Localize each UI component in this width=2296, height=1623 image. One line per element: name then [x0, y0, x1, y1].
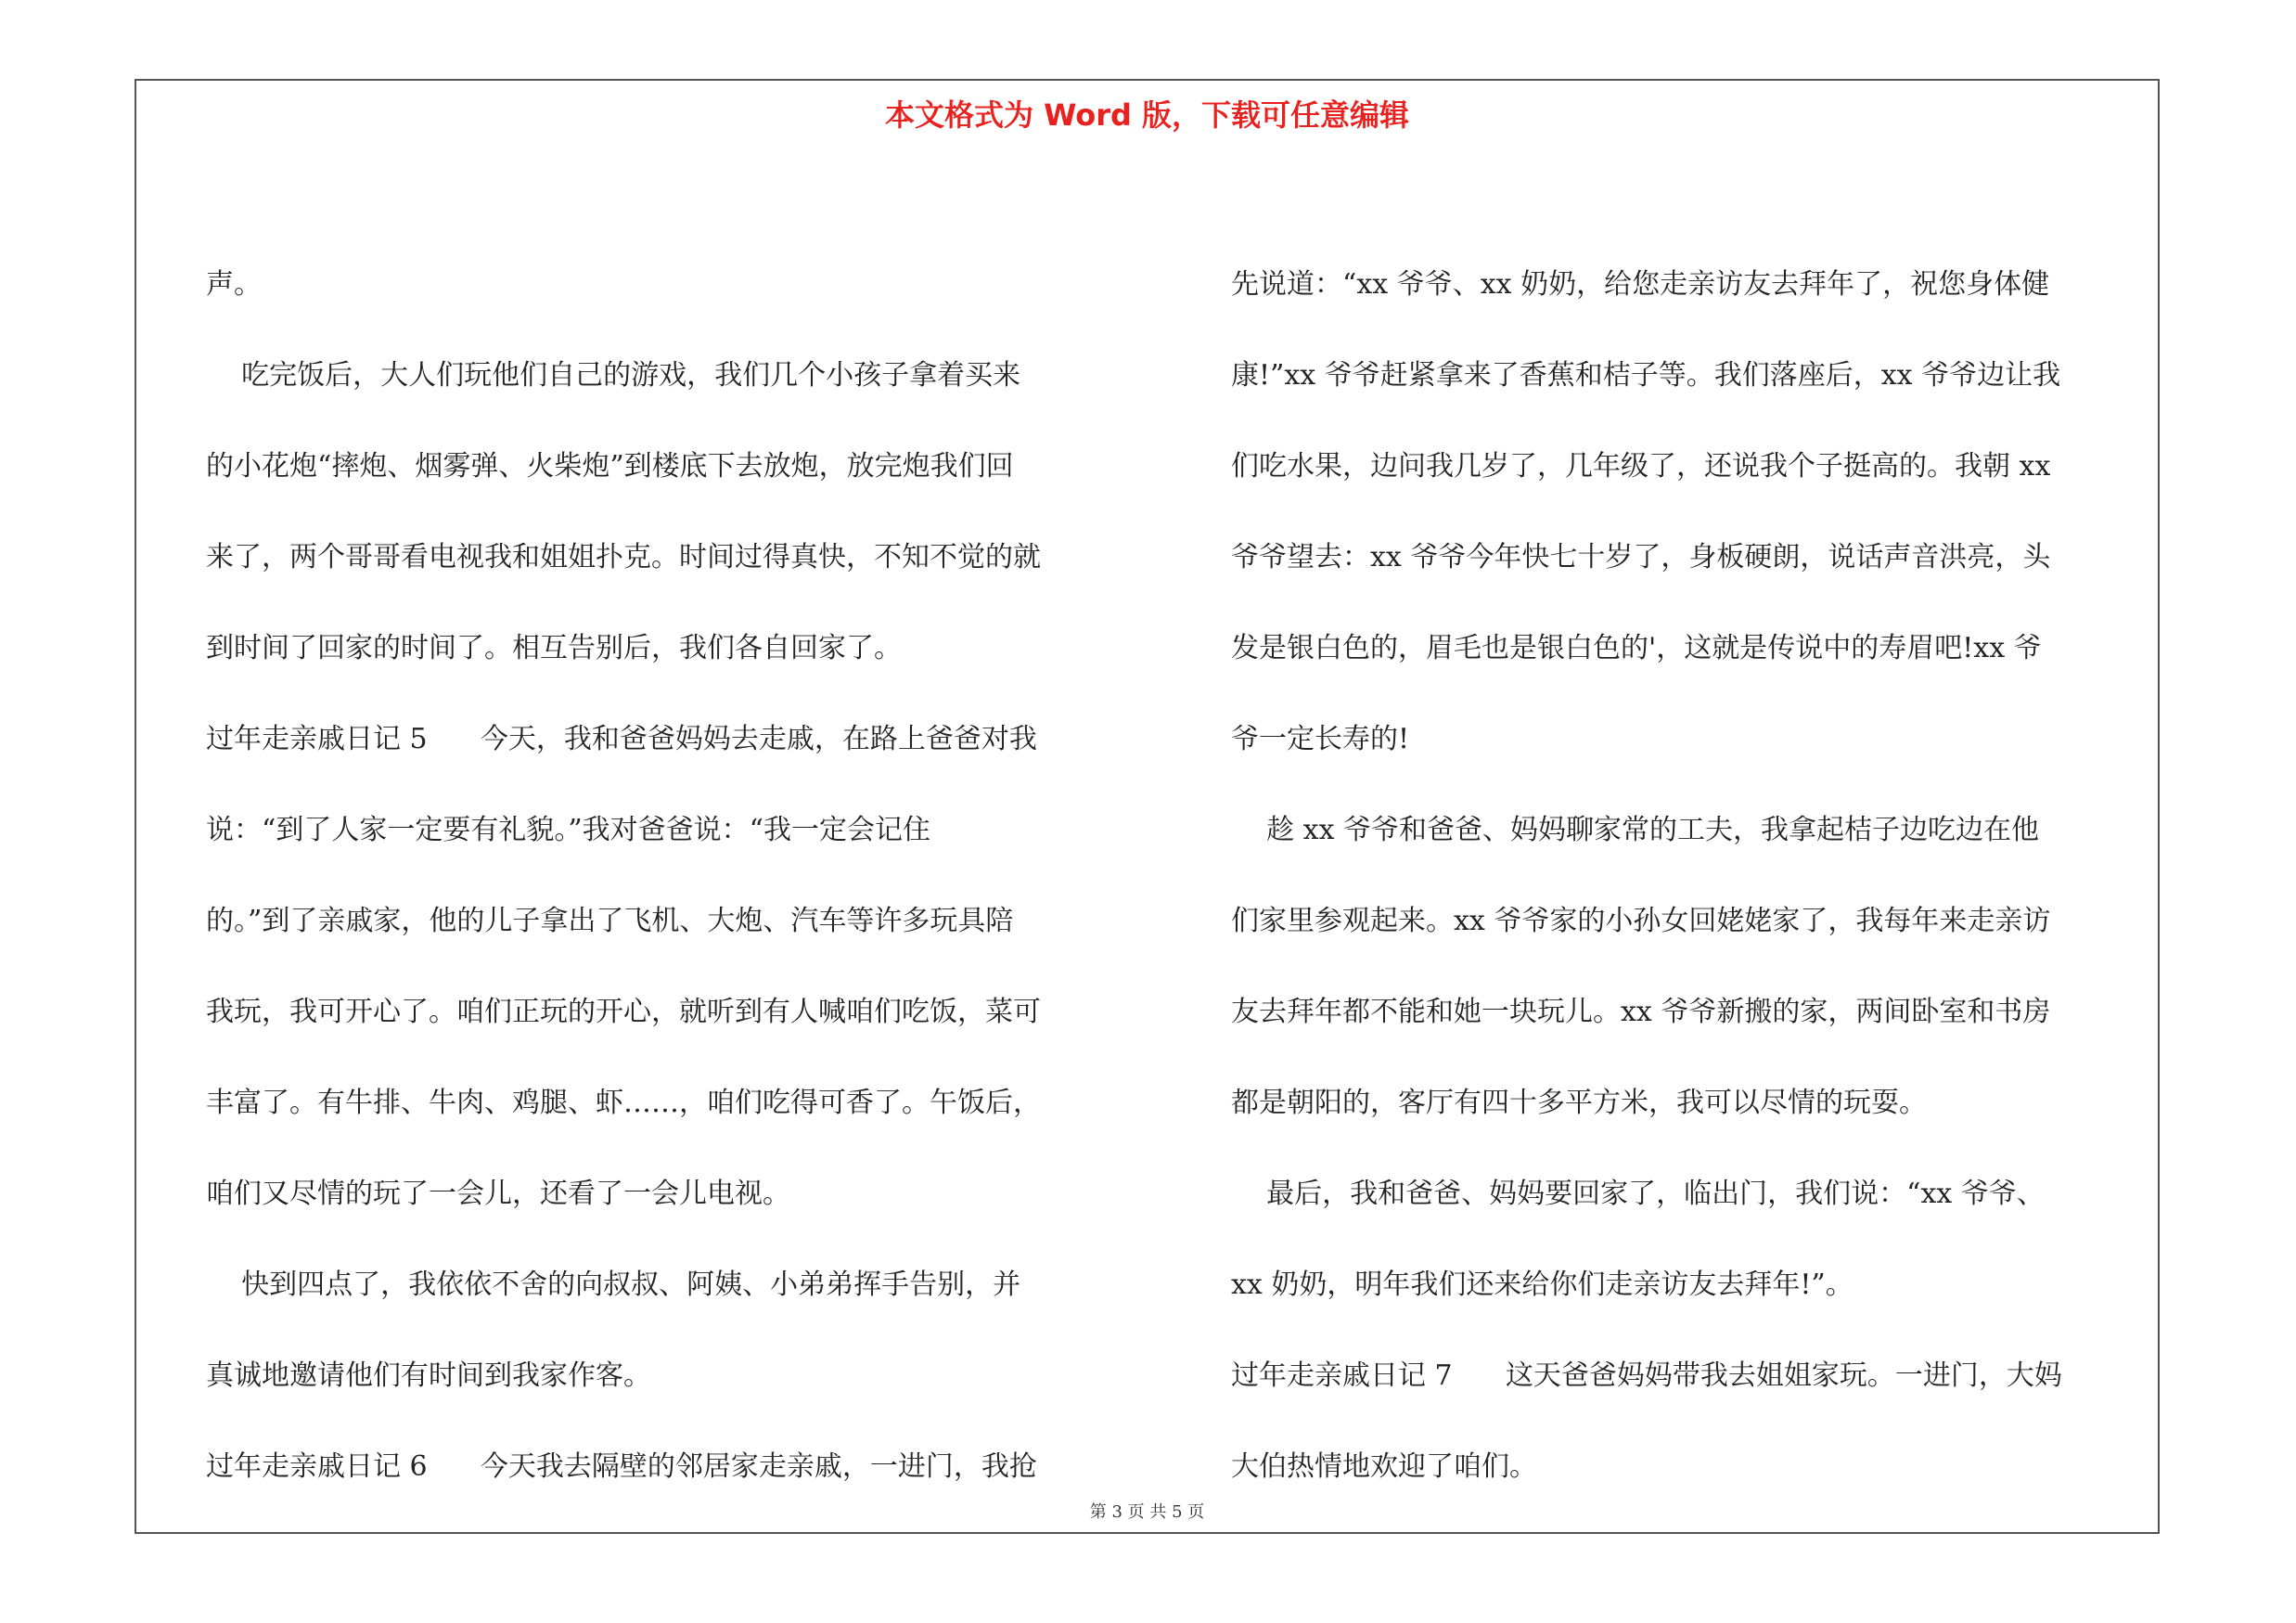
text-line: 我玩，我可开心了。咱们正玩的开心，就听到有人喊咱们吃饭，菜可 — [206, 996, 1041, 1028]
text-line: xx 奶奶，明年我们还来给你们走亲访友去拜年!”。 — [1231, 1269, 1853, 1301]
text-line: 的。”到了亲戚家，他的儿子拿出了飞机、大炮、汽车等许多玩具陪 — [206, 905, 1014, 937]
text-line: 最后，我和爸爸、妈妈要回家了，临出门，我们说：“xx 爷爷、 — [1231, 1178, 2045, 1210]
text-line: 发是银白色的，眉毛也是银白色的'，这就是传说中的寿眉吧!xx 爷 — [1231, 632, 2042, 664]
text-line: 过年走亲戚日记 6 今天我去隔壁的邻居家走亲戚，一进门，我抢 — [206, 1450, 1037, 1483]
text-line: 大伯热情地欢迎了咱们。 — [1231, 1450, 1537, 1483]
text-line: 吃完饭后，大人们玩他们自己的游戏，我们几个小孩子拿着买来 — [206, 359, 1021, 392]
text-line: 友去拜年都不能和她一块玩儿。xx 爷爷新搬的家，两间卧室和书房 — [1231, 996, 2051, 1028]
text-line: 声。 — [206, 268, 262, 301]
text-line: 趁 xx 爷爷和爸爸、妈妈聊家常的工夫，我拿起桔子边吃边在他 — [1231, 814, 2040, 846]
text-line: 的小花炮“摔炮、烟雾弹、火柴炮”到楼底下去放炮，放完炮我们回 — [206, 450, 1014, 483]
right-text-column — [1231, 262, 2159, 1535]
document-page — [135, 79, 2160, 1534]
left-text-column — [206, 262, 1134, 1535]
text-line: 过年走亲戚日记 5 今天，我和爸爸妈妈去走戚，在路上爸爸对我 — [206, 723, 1037, 755]
text-line: 康!”xx 爷爷赶紧拿来了香蕉和桔子等。我们落座后，xx 爷爷边让我 — [1231, 359, 2061, 392]
text-line: 们家里参观起来。xx 爷爷家的小孙女回姥姥家了，我每年来走亲访 — [1231, 905, 2051, 937]
text-line: 真诚地邀请他们有时间到我家作客。 — [206, 1359, 651, 1392]
text-line: 们吃水果，边问我几岁了，几年级了，还说我个子挺高的。我朝 xx — [1231, 450, 2051, 483]
text-line: 丰富了。有牛排、牛肉、鸡腿、虾……，咱们吃得可香了。午饭后， — [206, 1087, 1041, 1119]
text-line: 说：“到了人家一定要有礼貌。”我对爸爸说：“我一定会记住 — [206, 814, 931, 846]
text-line: 咱们又尽情的玩了一会儿，还看了一会儿电视。 — [206, 1178, 790, 1210]
text-line: 到时间了回家的时间了。相互告别后，我们各自回家了。 — [206, 632, 902, 664]
text-line: 快到四点了，我依依不舍的向叔叔、阿姨、小弟弟挥手告别，并 — [206, 1269, 1021, 1301]
text-line: 先说道：“xx 爷爷、xx 奶奶，给您走亲访友去拜年了，祝您身体健 — [1231, 268, 2050, 301]
format-notice-banner: 本文格式为 Word 版，下载可任意编辑 — [884, 97, 1410, 133]
text-line: 都是朝阳的，客厅有四十多平方米，我可以尽情的玩耍。 — [1231, 1087, 1927, 1119]
text-line: 过年走亲戚日记 7 这天爸爸妈妈带我去姐姐家玩。一进门，大妈 — [1231, 1359, 2062, 1392]
text-line: 爷一定长寿的! — [1231, 723, 1410, 755]
page-number-footer: 第 3 页 共 5 页 — [1089, 1502, 1205, 1522]
text-line: 来了，两个哥哥看电视我和姐姐扑克。时间过得真快，不知不觉的就 — [206, 541, 1041, 573]
text-line: 爷爷望去：xx 爷爷今年快七十岁了，身板硬朗，说话声音洪亮，头 — [1231, 541, 2051, 573]
